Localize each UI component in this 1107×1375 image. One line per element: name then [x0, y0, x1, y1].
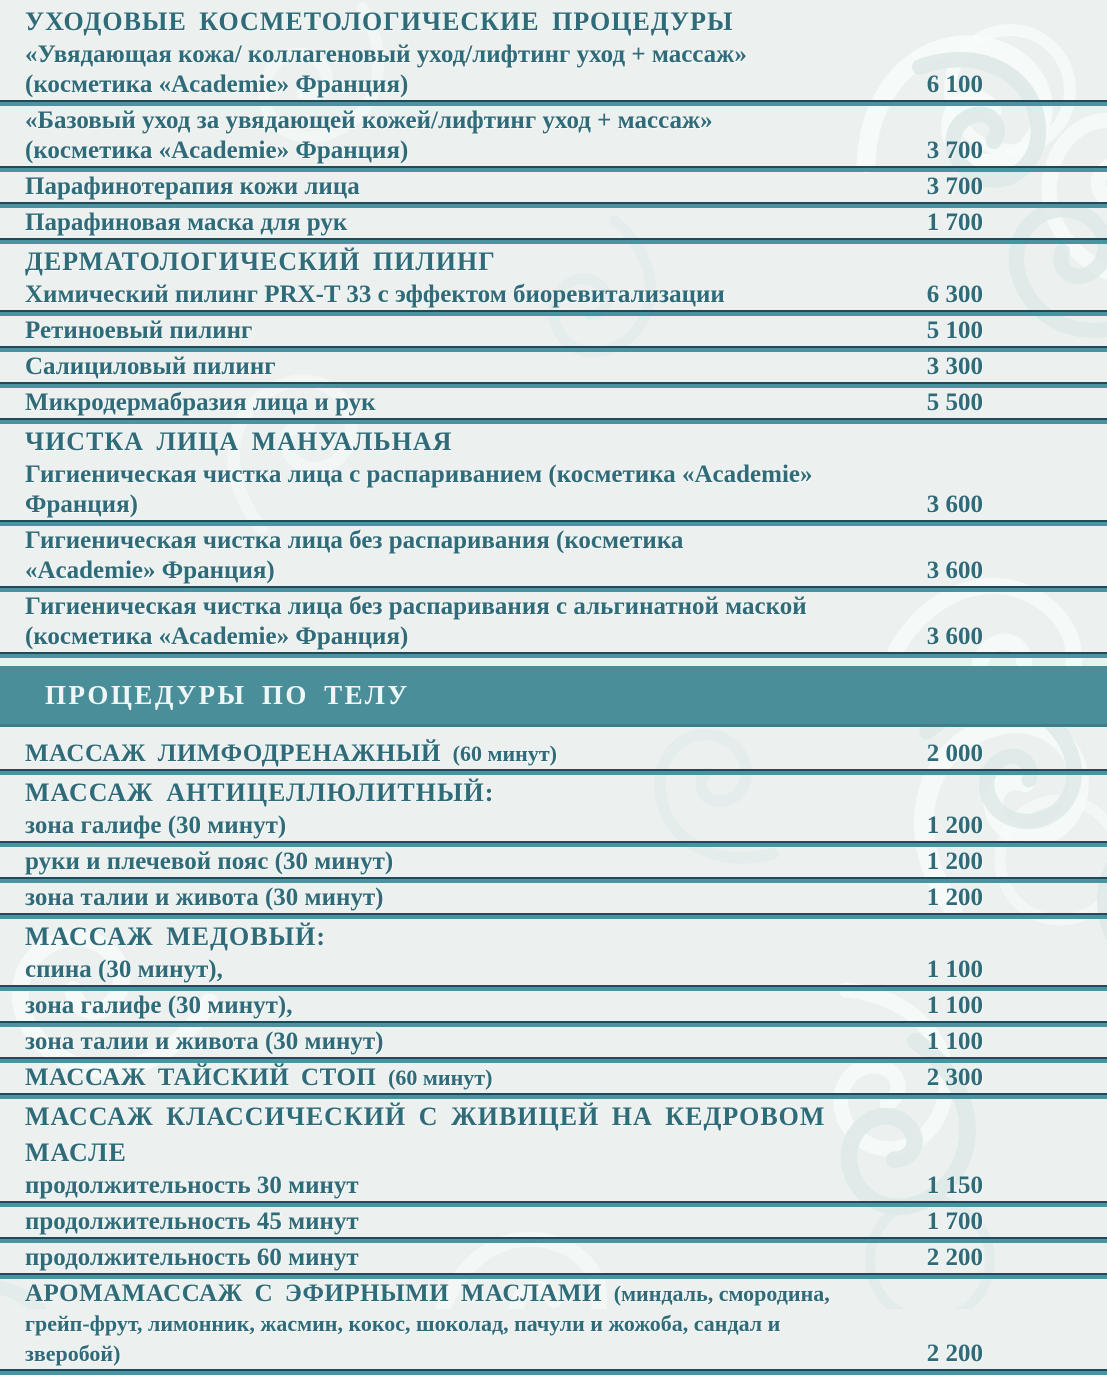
section-band-title: ПРОЦЕДУРЫ ПО ТЕЛУ	[45, 679, 410, 710]
price-row	[0, 280, 1107, 310]
service-name	[25, 424, 452, 460]
service-text: Химический пилинг PRX-T 33 с эффектом биоревитализации	[25, 281, 725, 308]
price-value: 2 200	[926, 1340, 983, 1367]
service-text: ДЕРМАТОЛОГИЧЕСКИЙ ПИЛИНГ	[25, 247, 496, 276]
price-value: 5 100	[926, 317, 983, 344]
service-text: продолжительность 60 минут	[25, 1244, 359, 1271]
price-row	[0, 955, 1107, 985]
service-text: спина (30 минут),	[25, 956, 223, 983]
price-row	[0, 40, 1107, 100]
service-name	[25, 460, 813, 520]
service-name	[25, 991, 292, 1021]
price-row	[0, 592, 1107, 652]
service-name	[25, 1279, 870, 1369]
service-text: МАССАЖ ТАЙСКИЙ СТОП	[25, 1064, 389, 1091]
service-name	[25, 811, 286, 841]
price-row	[0, 208, 1107, 238]
service-text: Франция)	[25, 491, 138, 518]
service-name	[25, 739, 557, 769]
section-heading	[0, 424, 1107, 460]
service-name	[25, 592, 807, 652]
service-text: (миндаль, смородина, грейп-фрут, лимонник, жасмин, кокос, шоколад, пачули и жожоба, сандал и зверобой)	[25, 1281, 830, 1366]
service-text: Гигиеническая чистка лица без распаривания с альгинатной маской	[25, 593, 807, 620]
service-name	[25, 955, 223, 985]
price-value: 1 700	[926, 209, 983, 236]
service-name	[25, 316, 252, 346]
service-name	[25, 883, 383, 913]
service-text: УХОДОВЫЕ КОСМЕТОЛОГИЧЕСКИЕ ПРОЦЕДУРЫ	[25, 7, 734, 36]
service-text: АРОМАМАССАЖ С ЭФИРНЫМИ МАСЛАМИ	[25, 1280, 614, 1307]
service-name	[25, 172, 360, 202]
price-value: 1 200	[926, 848, 983, 875]
price-value: 3 700	[926, 137, 983, 164]
row-divider	[0, 1369, 1107, 1375]
service-text: Ретиноевый пилинг	[25, 317, 253, 344]
price-value: 3 700	[926, 173, 983, 200]
price-row	[0, 739, 1107, 769]
price-value: 6 100	[926, 71, 983, 98]
price-value: 5 500	[926, 389, 983, 416]
service-text: МАССАЖ ЛИМФОДРЕНАЖНЫЙ	[25, 740, 453, 767]
service-name	[25, 1027, 383, 1057]
price-value: 6 300	[926, 281, 983, 308]
service-name	[25, 244, 496, 280]
section-heading	[0, 4, 1107, 40]
service-name	[25, 106, 713, 166]
service-text: Гигиеническая чистка лица с распариванием (косметика «Academie»	[25, 461, 813, 488]
service-name	[25, 352, 276, 382]
service-name	[25, 4, 734, 40]
price-row	[0, 460, 1107, 520]
service-text: Гигиеническая чистка лица без распаривания (косметика	[25, 527, 684, 554]
price-row	[0, 526, 1107, 586]
service-text: зона талии и живота (30 минут)	[25, 1028, 384, 1055]
section-heading	[0, 244, 1107, 280]
service-text: (60 минут)	[388, 1065, 493, 1090]
price-row	[0, 1171, 1107, 1201]
price-value: 1 100	[926, 1028, 983, 1055]
price-value: 1 200	[926, 812, 983, 839]
service-text: Парафинотерапия кожи лица	[25, 173, 360, 200]
price-value: 2 300	[926, 1064, 983, 1091]
price-row	[0, 1243, 1107, 1273]
price-value: 3 600	[926, 623, 983, 650]
service-name	[25, 208, 347, 238]
price-row	[0, 352, 1107, 382]
service-text: Микродермабразия лица и рук	[25, 389, 376, 416]
price-value: 1 100	[926, 992, 983, 1019]
service-text: МАССАЖ МЕДОВЫЙ:	[25, 922, 327, 951]
price-row	[0, 106, 1107, 166]
price-row	[0, 1027, 1107, 1057]
service-text: (60 минут)	[452, 741, 557, 766]
service-name	[25, 40, 747, 100]
service-text: (косметика «Academie» Франция)	[25, 137, 409, 164]
price-row	[0, 1207, 1107, 1237]
service-name	[25, 919, 326, 955]
service-text: продолжительность 45 минут	[25, 1208, 359, 1235]
service-name	[25, 1171, 359, 1201]
price-value: 1 700	[926, 1208, 983, 1235]
service-name	[25, 1099, 870, 1171]
section-heading	[0, 775, 1107, 811]
service-text: руки и плечевой пояс (30 минут)	[25, 848, 394, 875]
service-text: Парафиновая маска для рук	[25, 209, 348, 236]
service-name	[25, 1207, 359, 1237]
price-row	[0, 847, 1107, 877]
service-text: Салициловый пилинг	[25, 353, 276, 380]
service-text: (косметика «Academie» Франция)	[25, 623, 409, 650]
service-text: зона галифе (30 минут)	[25, 812, 287, 839]
service-text: «Увядающая кожа/ коллагеновый уход/лифтинг уход + массаж»	[25, 41, 747, 68]
price-value: 2 200	[926, 1244, 983, 1271]
service-name	[25, 1063, 492, 1093]
price-value: 1 200	[926, 884, 983, 911]
price-value: 3 300	[926, 353, 983, 380]
price-row	[0, 316, 1107, 346]
price-row	[0, 991, 1107, 1021]
service-text: ЧИСТКА ЛИЦА МАНУАЛЬНАЯ	[25, 427, 453, 456]
service-text: зона талии и живота (30 минут)	[25, 884, 384, 911]
price-value: 3 600	[926, 557, 983, 584]
price-value: 2 000	[926, 740, 983, 767]
service-name	[25, 1243, 359, 1273]
service-text: зона галифе (30 минут),	[25, 992, 293, 1019]
price-value: 3 600	[926, 491, 983, 518]
service-name	[25, 526, 683, 586]
service-name	[25, 388, 376, 418]
service-text: (косметика «Academie» Франция)	[25, 71, 409, 98]
price-row	[0, 172, 1107, 202]
row-divider	[0, 652, 1107, 658]
service-text: МАССАЖ АНТИЦЕЛЛЮЛИТНЫЙ:	[25, 778, 495, 807]
service-name	[25, 847, 393, 877]
service-text: «Базовый уход за увядающей кожей/лифтинг уход + массаж»	[25, 107, 713, 134]
service-text: «Academie» Франция)	[25, 557, 275, 584]
service-name	[25, 775, 494, 811]
service-name	[25, 280, 725, 310]
section-heading	[0, 919, 1107, 955]
section-heading	[0, 1099, 1107, 1171]
service-text: МАССАЖ КЛАССИЧЕСКИЙ С ЖИВИЦЕЙ НА КЕДРОВОМ МАСЛЕ	[25, 1102, 826, 1167]
price-row	[0, 1063, 1107, 1093]
price-row	[0, 1279, 1107, 1369]
service-text: продолжительность 30 минут	[25, 1172, 359, 1199]
section-band	[0, 666, 1107, 727]
price-row	[0, 388, 1107, 418]
price-row	[0, 883, 1107, 913]
price-value: 1 100	[926, 956, 983, 983]
price-row	[0, 811, 1107, 841]
price-value: 1 150	[926, 1172, 983, 1199]
